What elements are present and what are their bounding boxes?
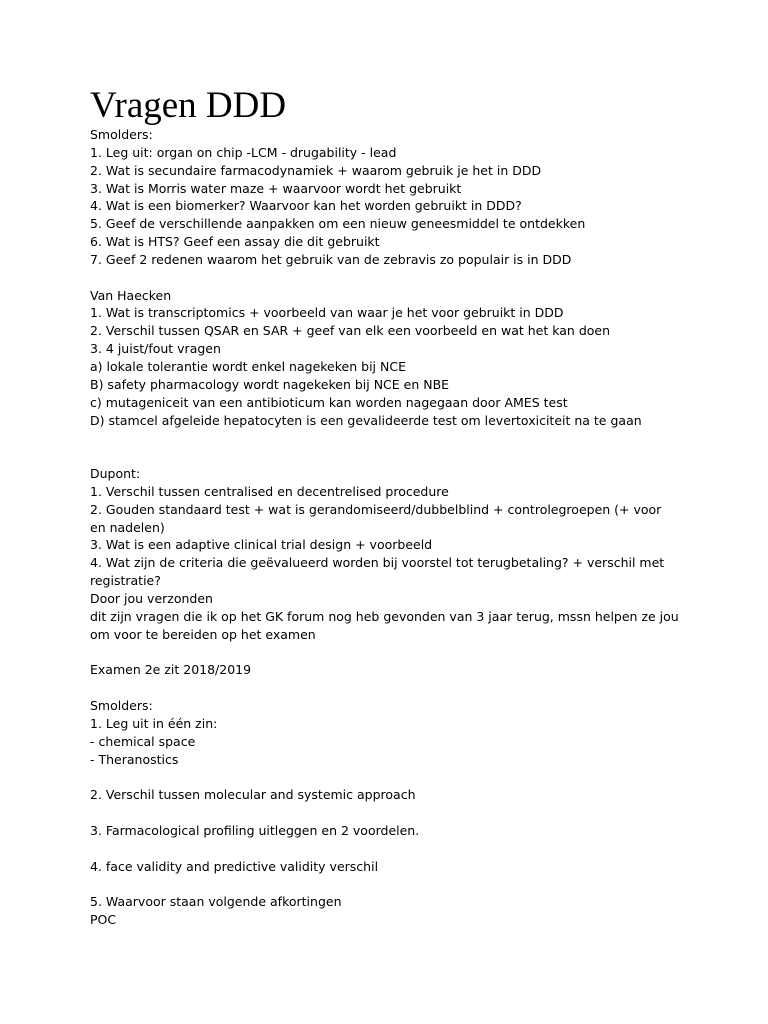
text-line: dit zijn vragen die ik op het GK forum nog heb gevonden van 3 jaar terug, mssn helpen ze jou [90,608,679,624]
text-line: 4. Wat zijn de criteria die geëvalueerd worden bij voorstel tot terugbetaling? + verschil met [90,555,665,571]
blank-line [90,447,710,465]
text-line: 2. Verschil tussen QSAR en SAR + geef van elk een voorbeeld en wat het kan doen [90,323,611,339]
document-title: Vragen DDD [90,85,287,126]
text-line: a) lokale tolerantie wordt enkel nagekeken bij NCE [90,358,406,374]
text-line: - Theranostics [90,751,179,767]
text-line: POC [90,912,117,928]
text-line: 2. Wat is secundaire farmacodynamiek + waarom gebruik je het in DDD [90,162,542,178]
text-line: 6. Wat is HTS? Geef een assay die dit gebruikt [90,234,380,250]
text-line: 2. Verschil tussen molecular and systemic approach [90,787,416,803]
text-line: registratie? [90,573,161,589]
blank-line [90,768,710,786]
text-line: D) stamcel afgeleide hepatocyten is een gevalideerde test om levertoxiciteit na te gaan [90,412,642,428]
text-line: 1. Wat is transcriptomics + voorbeeld van waar je het voor gebruikt in DDD [90,305,564,321]
text-line: 5. Waarvoor staan volgende afkortingen [90,894,342,910]
text-line: 4. Wat is een biomerker? Waarvoor kan het worden gebruikt in DDD? [90,198,522,214]
text-line: 7. Geef 2 redenen waarom het gebruik van de zebravis zo populair is in DDD [90,251,572,267]
text-line: 1. Leg uit in één zin: [90,715,218,731]
text-line: c) mutageniceit van een antibioticum kan worden nagegaan door AMES test [90,394,568,410]
blank-line [90,269,710,287]
text-line: 4. face validity and predictive validity verschil [90,858,379,874]
blank-line [90,679,710,697]
text-line: Smolders: [90,698,153,713]
text-line: Examen 2e zit 2018/2019 [90,662,252,678]
blank-line [90,643,710,661]
text-line: Dupont: [90,466,141,482]
text-line: Van Haecken [90,287,172,303]
text-line: om voor te bereiden op het examen [90,626,316,642]
blank-line [90,840,710,858]
text-line: 3. Wat is een adaptive clinical trial design + voorbeeld [90,537,433,553]
text-line: Smolders: [90,127,153,142]
text-line: B) safety pharmacology wordt nagekeken bij NCE en NBE [90,376,450,392]
text-line: 3. Wat is Morris water maze + waarvoor wordt het gebruikt [90,180,462,196]
text-line: 3. Farmacological profiling uitleggen en 2 voordelen. [90,822,420,838]
text-line: 3. 4 juist/fout vragen [90,341,221,357]
blank-line [90,804,710,822]
text-line: - chemical space [90,733,196,749]
text-line: en nadelen) [90,519,165,535]
document-body [90,126,710,929]
text-line: 1. Leg uit: organ on chip -LCM - drugability - lead [90,144,397,160]
blank-line [90,429,710,447]
text-line: Door jou verzonden [90,590,213,606]
text-line: 5. Geef de verschillende aanpakken om een nieuw geneesmiddel te ontdekken [90,216,586,232]
blank-line [90,875,710,893]
text-line: 1. Verschil tussen centralised en decentrelised procedure [90,483,449,499]
text-line: 2. Gouden standaard test + wat is gerandomiseerd/dubbelblind + controlegroepen (+ voor [90,501,662,517]
